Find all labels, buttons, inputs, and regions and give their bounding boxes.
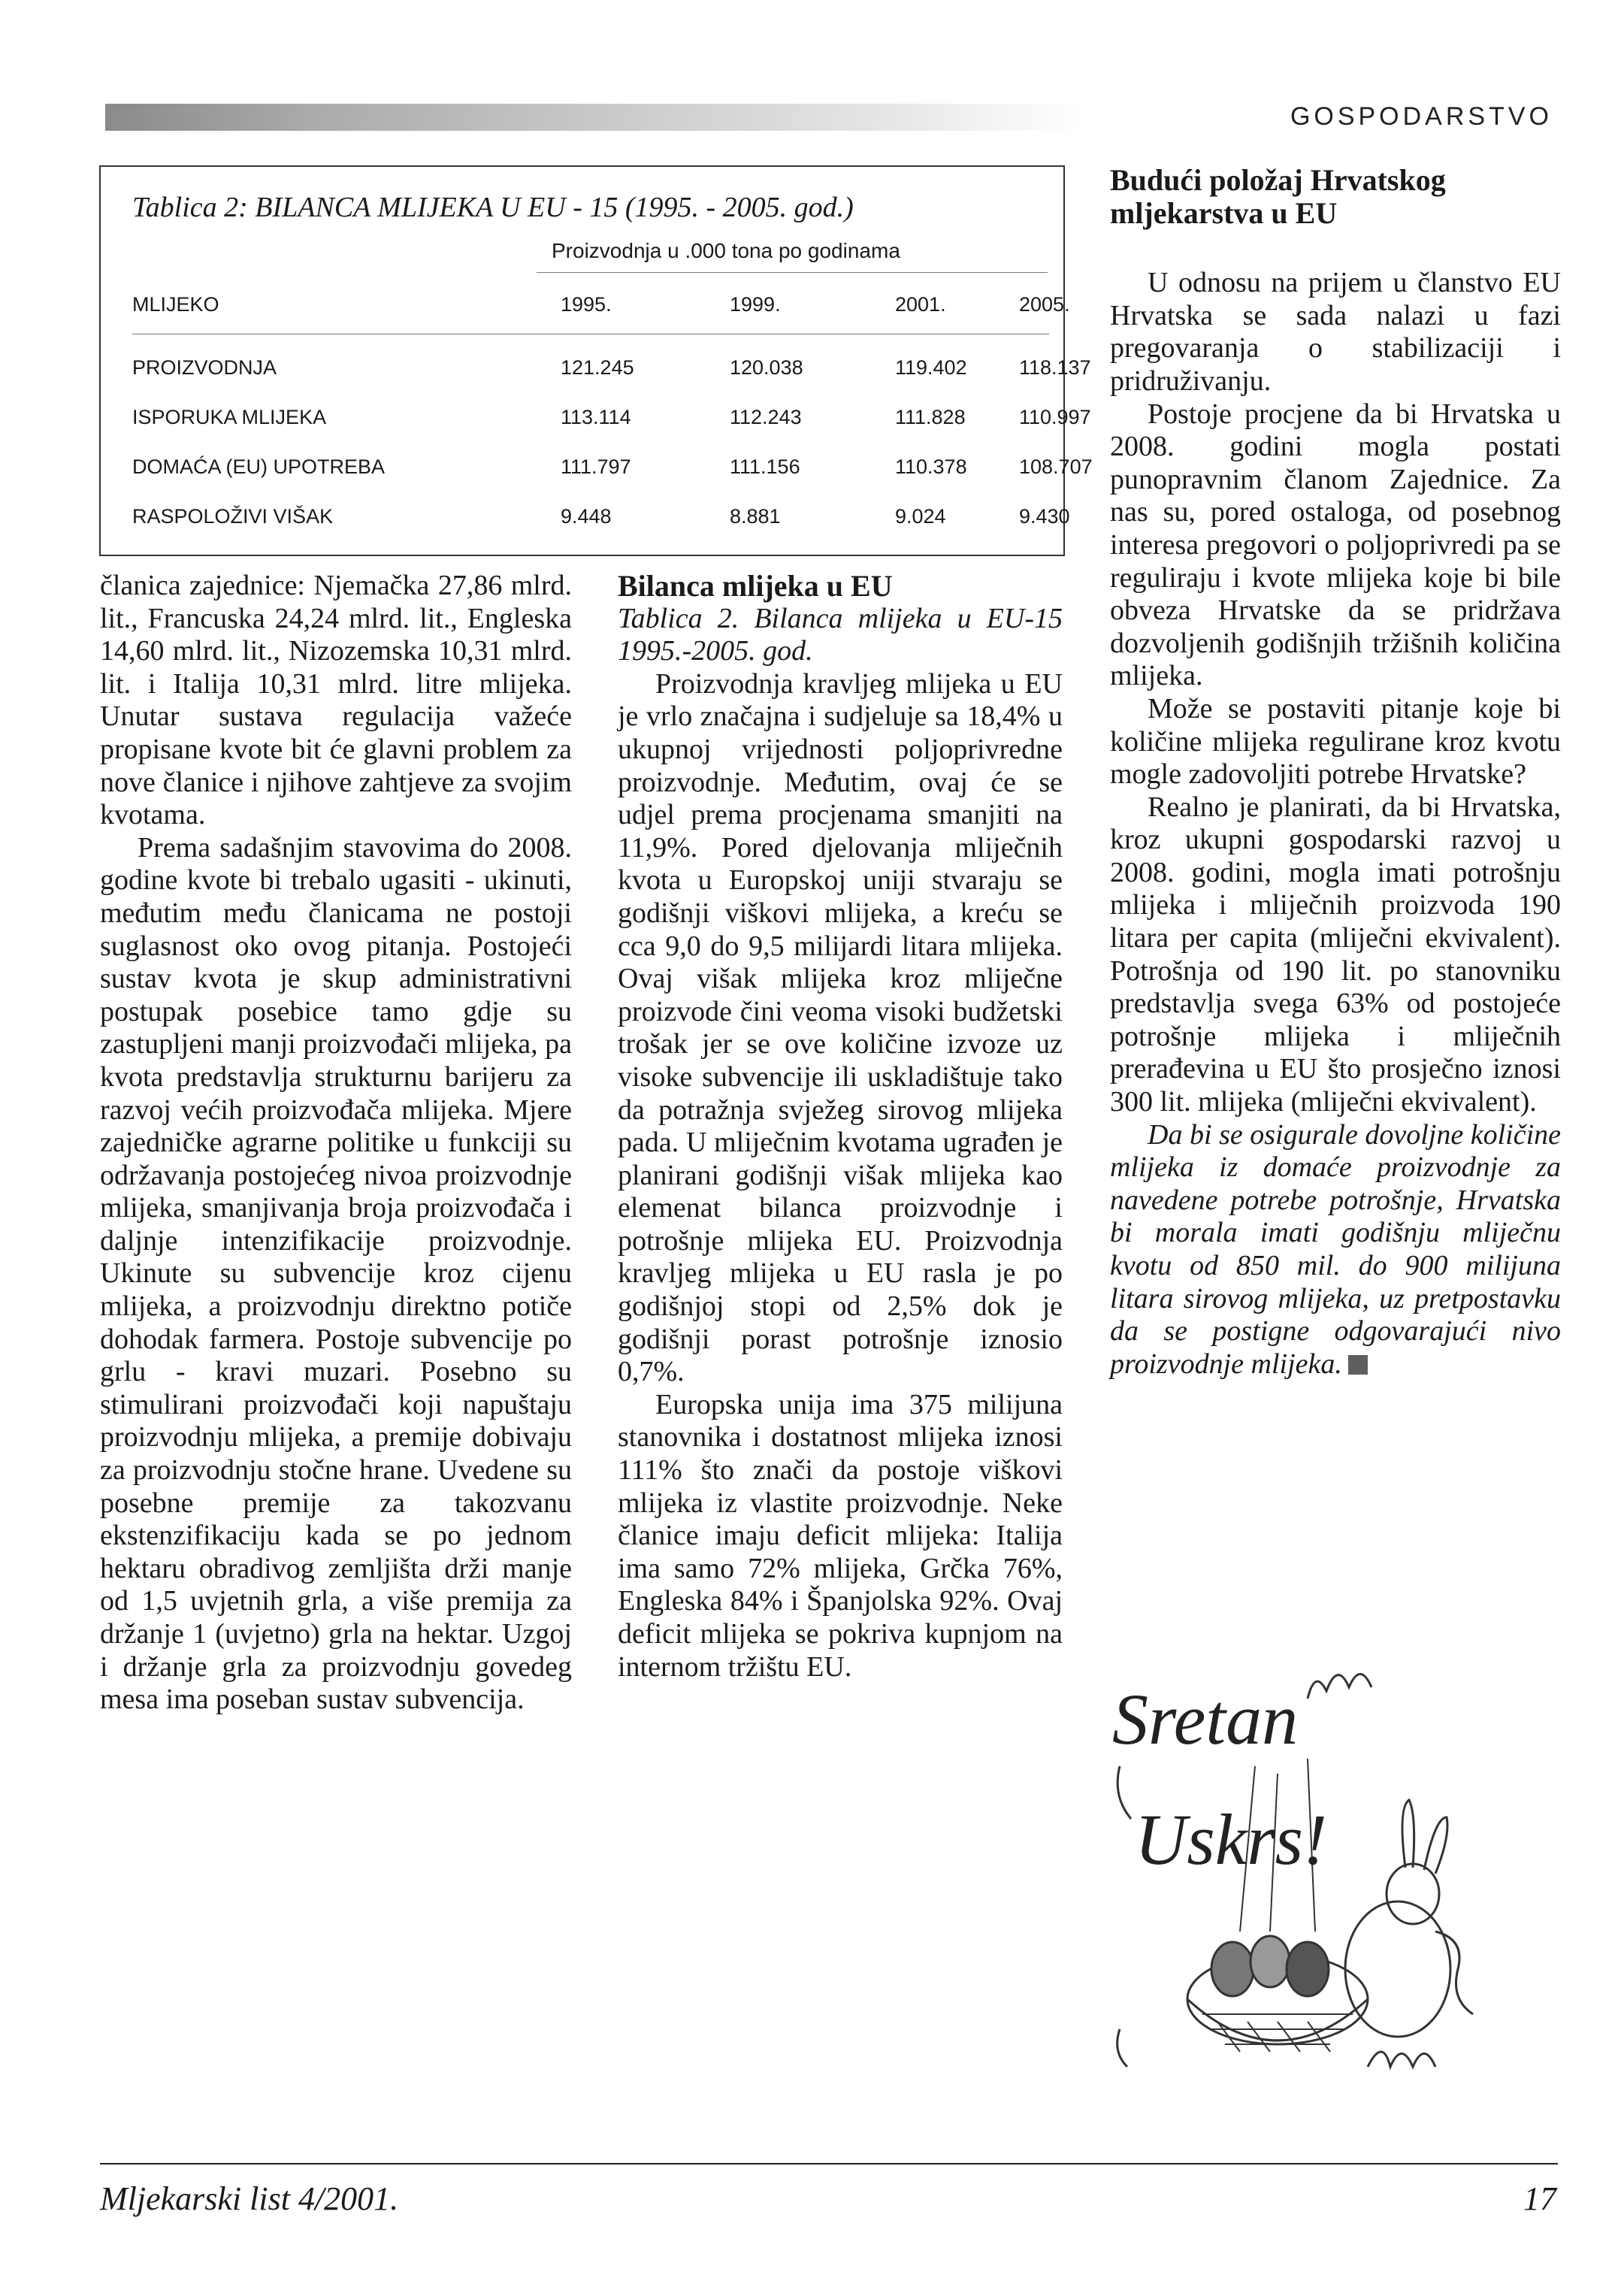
paragraph (1110, 1119, 1561, 1381)
table-cell: 121.245 (561, 356, 634, 379)
table-header-cell: MLIJEKO (132, 293, 219, 316)
text-column-right (1110, 164, 1561, 1381)
paragraph: članica zajednice: Njemačka 27,86 mlrd. lit., Francuska 24,24 mlrd. lit., Engleska 14,60 mlrd. lit., Nizozemska 10,31 mlrd. lit. i Italija 10,31 mlrd. litre mlijeka. Unutar sustava regulacija važeće propisane kvote bit će glavni problem za nove članice i njihove zahtjeve za svojim kvotama. (100, 570, 572, 831)
table-row (132, 406, 1091, 443)
table-cell: 111.797 (561, 455, 631, 478)
table-cell: 110.378 (895, 455, 967, 478)
table-cell: ISPORUKA MLIJEKA (132, 406, 327, 428)
greeting-line1: Sretan (1112, 1679, 1299, 1759)
footer-rule (100, 2163, 1558, 2164)
section-heading: Budući položaj Hrvatskog mljekarstva u EU (1110, 163, 1446, 230)
table-cell: 120.038 (730, 356, 803, 379)
paragraph-text: Da bi se osigurale dovoljne količine mlijeka iz domaće proizvodnje za navedene potrebe potrošnje, Hrvatska bi morala imati godišnju mliječnu kvotu od 850 mil. do 900 milijuna litara sirovog mlijeka, uz pretpostavku da se postigne odgovarajući nivo proizvodnje mlijeka. (1110, 1118, 1561, 1380)
text-column-middle (618, 570, 1063, 1683)
table-unit-rule (537, 272, 1048, 273)
table-row (132, 356, 1091, 394)
text-column-left (100, 570, 572, 1717)
paragraph: Realno je planirati, da bi Hrvatska, kroz ukupni gospodarski razvoj u 2008. godini, mogla imati potrošnju mlijeka i mliječnih proizvoda 190 litara per capita (mliječni ekvivalent). Potrošnja od 190 lit. po stanovniku predstavlja svega 63% od postojeće potrošnje mlijeka i mliječnih prerađevina u EU što prosječno iznosi 300 lit. mlijeka (mliječni ekvivalent). (1110, 791, 1561, 1118)
milk-balance-table (99, 165, 1093, 556)
table-cell: 9.430 (1019, 505, 1070, 528)
table-caption: Tablica 2: BILANCA MLIJEKA U EU - 15 (1995. - 2005. god.) (132, 192, 854, 223)
paragraph: U odnosu na prijem u članstvo EU Hrvatska se sada nalazi u fazi pregovaranja o stabilizaciji i pridruživanju. (1110, 267, 1561, 397)
table-cell: 108.707 (1019, 455, 1093, 478)
table-row (132, 505, 1070, 543)
table-cell: 111.156 (730, 455, 800, 478)
table-header-cell: 1999. (730, 293, 781, 316)
end-square-icon (1348, 1355, 1368, 1375)
section-label: GOSPODARSTVO (1290, 102, 1553, 131)
table-cell: 9.024 (895, 505, 946, 528)
table-row (132, 455, 1093, 493)
greeting-art-icon (1082, 1646, 1563, 2112)
paragraph: Može se postaviti pitanje koje bi količine mlijeka regulirane kroz kvotu mogle zadovoljiti potrebe Hrvatske? (1110, 692, 1561, 791)
paragraph: Proizvodnja kravljeg mlijeka u EU je vrlo značajna i sudjeluje sa 18,4% u ukupnoj vrijednosti poljoprivredne proizvodnje. Međutim, ovaj će se udjel prema procjenama smanjiti na 11,9%. Pored djelovanja mliječnih kvota u Europskoj uniji stvaraju se godišnji viškovi mlijeka, a kreću se cca 9,0 do 9,5 milijardi litara mlijeka. Ovaj višak mlijeka kroz mliječne proizvode čini veoma visoki budžetski trošak jer se ove količine izvoze uz visoke subvencije ili uskladištuje tako da potražnja svježeg sirovog mlijeka pada. U mliječnim kvotama ugrađen je planirani godišnji višak mlijeka kao elemenat bilanca proizvodnje i potrošnje mlijeka EU. Proizvodnja kravljeg mlijeka u EU rasla je po godišnjoj stopi od 2,5% dok je godišnji porast potrošnje iznosio 0,7%. (618, 667, 1063, 1388)
table-cell: 118.137 (1019, 356, 1091, 379)
table-cell: DOMAĆA (EU) UPOTREBA (132, 455, 386, 478)
table-header-cell: 1995. (561, 293, 612, 316)
table-unit: Proizvodnja u .000 tona po godinama (552, 239, 900, 262)
footer-journal: Mljekarski list 4/2001. (100, 2180, 399, 2217)
table-cell: 111.828 (895, 406, 966, 428)
table-cell: 119.402 (895, 356, 967, 379)
header-gradient-bar (105, 104, 1082, 131)
table-cell: 8.881 (730, 505, 781, 528)
table-cell: PROIZVODNJA (132, 356, 277, 379)
paragraph: Prema sadašnjim stavovima do 2008. godine kvote bi trebalo ugasiti - ukinuti, međutim među članicama ne postoji suglasnost oko ovog pitanja. Postojeći sustav kvota je skup administrativni postupak posebice tamo gdje su zastupljeni manji proizvođači mlijeka, pa kvota predstavlja strukturnu barijeru za razvoj većih proizvođača mlijeka. Mjere zajedničke agrarne politike u funkciji su održavanja postojećeg nivoa proizvodnje mlijeka, smanjivanja broja proizvođača i daljnje intenzifikacije proizvodnje. Ukinute su subvencije kroz cijenu mlijeka, a proizvodnju direktno potiče dohodak farmera. Postoje subvencije po grlu - kravi muzari. Posebno su stimulirani proizvođači koji napuštaju proizvodnju mlijeka, a premije dobivaju za proizvodnju stočne hrane. Uvedene su posebne premije za takozvanu ekstenzifikaciju kada se po jednom hektaru obradivog zemljišta drži manje od 1,5 uvjetnih grla, a više premija za držanje 1 (uvjetno) grla na hektar. Uzgoj i držanje grla za proizvodnju govedeg mesa ima poseban sustav subvencija. (100, 831, 572, 1716)
easter-greeting-illustration (1082, 1646, 1563, 2112)
table-header-row (132, 293, 1070, 331)
paragraph: Postoje procjene da bi Hrvatska u 2008. godini mogla postati punopravnim članom Zajednice. Za nas su, pored ostaloga, od posebnog interesa pregovori o poljoprivredi pa se reguliraju i kvote mlijeka koje bi bile obveza Hrvatske da se pridržava dozvoljenih godišnjih tržišnih količina mlijeka. (1110, 398, 1561, 692)
table-cell: 110.997 (1019, 406, 1091, 428)
table-reference-caption: Tablica 2. Bilanca mlijeka u EU-15 1995.-2005. god. (618, 602, 1063, 667)
greeting-line2: Uskrs! (1135, 1799, 1327, 1880)
table-header-cell: 2005. (1019, 293, 1070, 316)
table-cell: RASPOLOŽIVI VIŠAK (132, 505, 334, 528)
page-number: 17 (1523, 2180, 1556, 2217)
paragraph: Europska unija ima 375 milijuna stanovnika i dostatnost mlijeka iznosi 111% što znači da postoje viškovi mlijeka iz vlastite proizvodnje. Neke članice imaju deficit mlijeka: Italija ima samo 72% mlijeka, Grčka 76%, Engleska 84% i Španjolska 92%. Ovaj deficit mlijeka se pokriva kupnjom na internom tržištu EU. (618, 1388, 1063, 1683)
table-cell: 9.448 (561, 505, 612, 528)
table-header-cell: 2001. (895, 293, 946, 316)
section-heading: Bilanca mlijeka u EU (618, 569, 893, 603)
table-cell: 113.114 (561, 406, 631, 428)
table-cell: 112.243 (730, 406, 802, 428)
